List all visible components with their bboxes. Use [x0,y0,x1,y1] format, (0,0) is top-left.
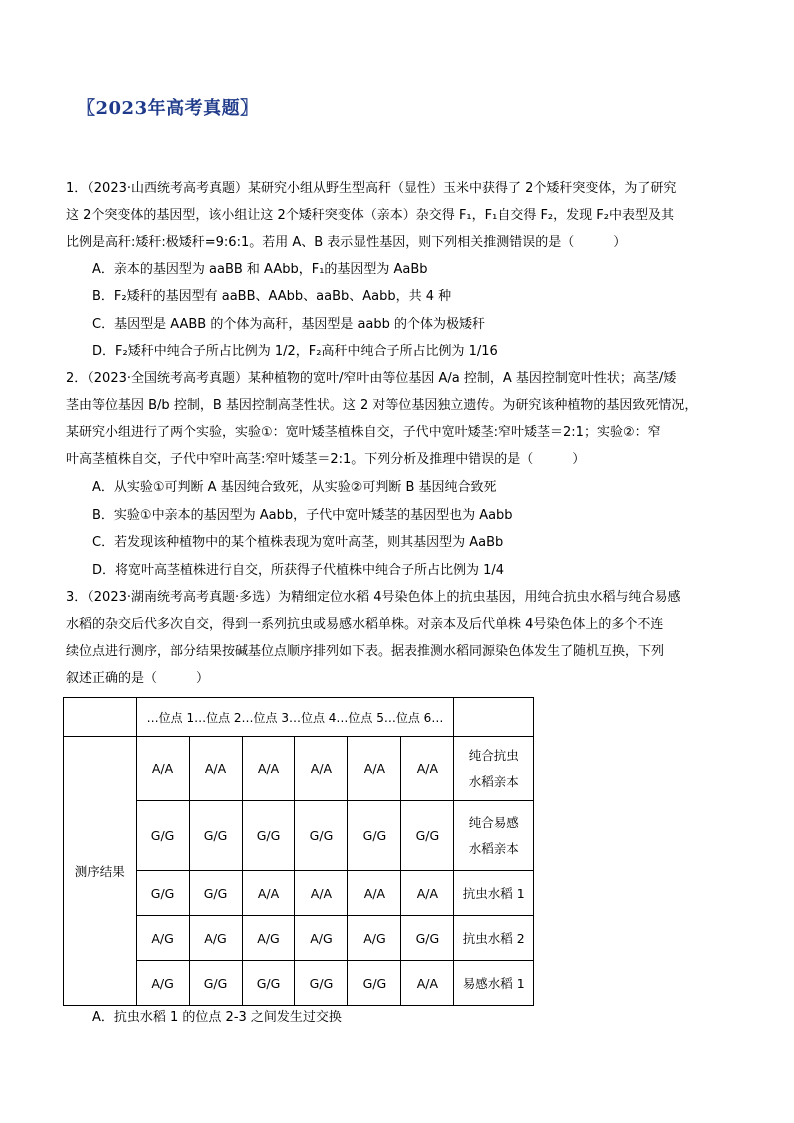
question-1-line: 这 2个突变体的基因型，该小组让这 2个矮秆突变体（亲本）杂交得 F₁，F₁自交得 F₂，发现 F₂中表型及其 [66,208,674,223]
question-1-line: 比例是高秆:矮秆:极矮秆=9:6:1。若用 A、B 表示显性基因，则下列相关推测错误的是（ ） [66,235,627,250]
table-cell: G/G [242,801,295,871]
table-cell: G/G [242,961,295,1006]
row-label: 抗虫水稻 1 [454,871,534,916]
table-header-blank [454,698,534,737]
question-2-option-c: C．若发现该种植物中的某个植株表现为宽叶高茎，则其基因型为 AaBb [92,535,504,550]
table-cell: G/G [401,801,454,871]
section-title: 〖2023年高考真题〗 [77,98,259,119]
table-cell: G/G [348,801,401,871]
table-cell: G/G [136,801,189,871]
table-cell: A/A [348,871,401,916]
table-cell: A/A [401,961,454,1006]
row-label-line: 水稻亲本 [468,773,519,789]
question-3-stem [66,584,728,692]
table-cell: G/G [295,961,348,1006]
table-cell: A/G [136,916,189,961]
table-cell: A/G [136,961,189,1006]
table-cell: G/G [295,801,348,871]
table-cell: A/G [348,916,401,961]
question-1-option-d: D．F₂矮秆中纯合子所占比例为 1/2，F₂高秆中纯合子所占比例为 1/16 [92,344,498,359]
table-row [64,737,534,801]
table-cell: A/G [295,916,348,961]
question-1-option-a: A．亲本的基因型为 aaBB 和 AAbb，F₁的基因型为 AaBb [92,262,428,277]
table-cell: G/G [348,961,401,1006]
question-1-line: 1．（2023·山西统考高考真题）某研究小组从野生型高秆（显性）玉米中获得了 2个矮秆突变体，为了研究 [66,181,677,196]
row-label-line: 水稻亲本 [468,840,519,856]
row-label: 抗虫水稻 2 [454,916,534,961]
question-3-option-a: A．抗虫水稻 1 的位点 2-3 之间发生过交换 [92,1010,342,1025]
question-1-stem [66,175,728,256]
question-2-line: 某研究小组进行了两个实验，实验①：宽叶矮茎植株自交，子代中宽叶矮茎:窄叶矮茎＝2:1；实验②：窄 [66,425,661,440]
question-1-option-b: B．F₂矮秆的基因型有 aaBB、AAbb、aaBb、Aabb，共 4 种 [92,289,452,304]
table-cell: A/A [295,871,348,916]
question-3-line: 叙述正确的是（ ） [66,671,210,686]
table-cell: G/G [401,916,454,961]
question-1-option-c: C．基因型是 AABB 的个体为高秆，基因型是 aabb 的个体为极矮秆 [92,317,486,332]
table-cell: A/A [242,871,295,916]
table-cell: A/A [242,737,295,801]
row-label-line: 纯合易感 [468,814,519,830]
row-label-line: 纯合抗虫 [468,747,519,763]
table-cell: A/A [189,737,242,801]
question-2-line: 2．（2023·全国统考高考真题）某种植物的宽叶/窄叶由等位基因 A/a 控制，A 基因控制宽叶性状；高茎/矮 [66,371,677,386]
question-3-line: 水稻的杂交后代多次自交，得到一系列抗虫或易感水稻单株。对亲本及后代单株 4号染色体上的多个不连 [66,617,664,632]
question-2-line: 叶高茎植株自交，子代中窄叶高茎:窄叶矮茎＝2:1。下列分析及推理中错误的是（ ） [66,452,586,467]
question-2-line: 茎由等位基因 B/b 控制，B 基因控制高茎性状。这 2 对等位基因独立遗传。为研究该种植物的基因致死情况， [66,398,698,413]
question-2-option-a: A．从实验①可判断 A 基因纯合致死，从实验②可判断 B 基因纯合致死 [92,480,497,495]
table-cell: A/A [401,737,454,801]
table-header-loci: …位点 1…位点 2…位点 3…位点 4…位点 5…位点 6… [136,698,454,737]
question-3-line: 3．（2023·湖南统考高考真题·多选）为精细定位水稻 4号染色体上的抗虫基因，用纯合抗虫水稻与纯合易感 [66,590,681,605]
row-label [454,801,534,871]
sequencing-results-table [63,697,534,1006]
question-3-line: 续位点进行测序，部分结果按碱基位点顺序排列如下表。据表推测水稻同源染色体发生了随机互换，下列 [66,644,665,659]
table-cell: A/G [242,916,295,961]
row-group-label: 测序结果 [64,737,137,1006]
question-2-option-b: B．实验①中亲本的基因型为 Aabb，子代中宽叶矮茎的基因型也为 Aabb [92,508,513,523]
table-cell: A/A [348,737,401,801]
table-cell: G/G [189,871,242,916]
table-cell: G/G [189,801,242,871]
table-cell: G/G [189,961,242,1006]
table-cell: A/G [189,916,242,961]
table-cell: G/G [136,871,189,916]
table-cell: A/A [295,737,348,801]
table-cell: A/A [401,871,454,916]
row-label: 易感水稻 1 [454,961,534,1006]
question-2-stem [66,365,728,473]
row-label [454,737,534,801]
table-cell: A/A [136,737,189,801]
table-corner-cell [64,698,137,737]
question-2-option-d: D．将宽叶高茎植株进行自交，所获得子代植株中纯合子所占比例为 1/4 [92,563,505,578]
